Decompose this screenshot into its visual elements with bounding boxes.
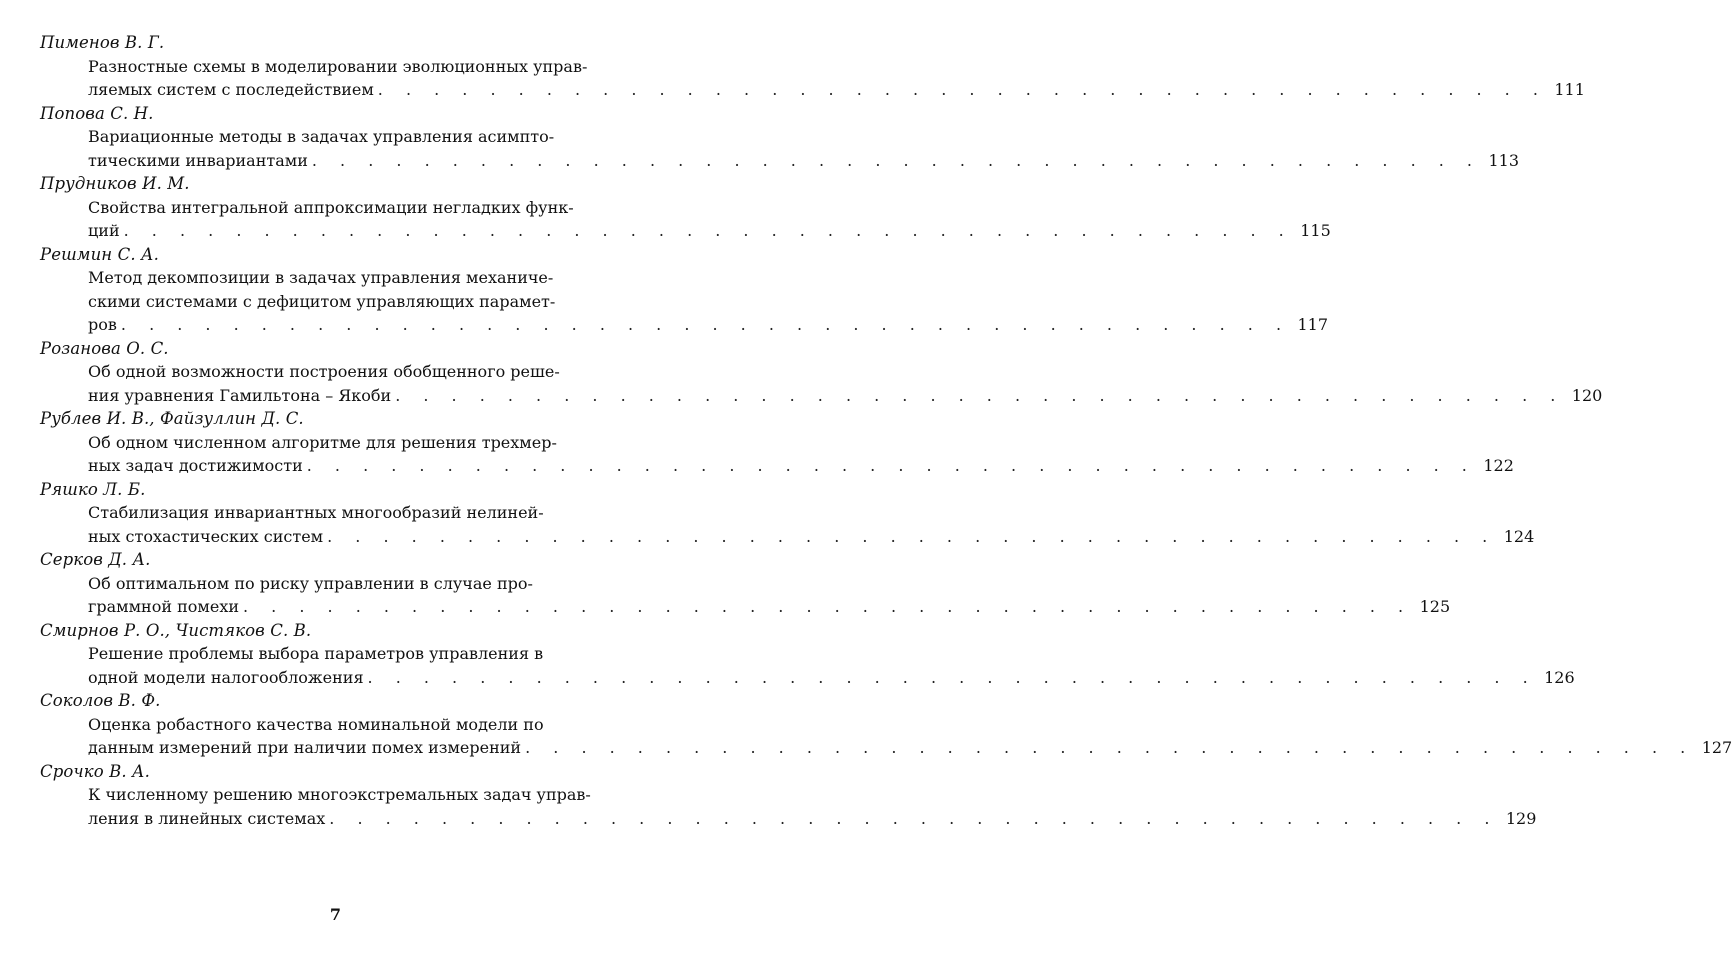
table-of-contents — [40, 31, 1732, 830]
toc-entry — [40, 760, 1537, 831]
toc-entry-title-line: Стабилизация инвариантных многообразий нелиней- — [88, 503, 544, 522]
toc-entry-title — [88, 572, 1451, 619]
toc-entry-title-line: Об оптимальном по риску управлении в случае про- — [88, 573, 533, 593]
toc-entry-author: Решмин С. А. — [40, 244, 159, 264]
toc-entry-author: Прудников И. М. — [40, 174, 190, 193]
toc-entry-title-line: данным измерений при наличии помех измерений — [88, 738, 522, 757]
toc-entry — [40, 337, 1603, 408]
toc-entry-title-line: Метод декомпозиции в задачах управления механиче- — [88, 268, 554, 287]
toc-entry-author: Ряшко Л. Б. — [40, 479, 146, 499]
toc-entry-title-line: Об одной возможности построения обобщенного реше- — [88, 362, 560, 381]
toc-entry — [40, 31, 1585, 102]
toc-entry-title-line: ных задач достижимости — [88, 456, 303, 475]
toc-entry-title — [88, 125, 1520, 172]
toc-entry — [40, 689, 1732, 760]
dot-leader: . . . . . . . . . . . . . . . . . . . . . . . . . . . . . . . . . . . . . . . . . . — [243, 597, 1413, 616]
toc-entry-page: 111 — [1554, 80, 1585, 99]
toc-entry-page: 117 — [1297, 315, 1329, 334]
toc-entry-title-line: ров — [88, 315, 117, 334]
dot-leader: . . . . . . . . . . . . . . . . . . . . . . . . . . . . . . . . . . . . . . . . . . — [377, 80, 1547, 99]
toc-entry-author: Пименов В. Г. — [40, 33, 165, 52]
toc-entry-page: 126 — [1544, 667, 1575, 687]
toc-entry — [40, 478, 1535, 549]
toc-entry — [40, 407, 1514, 478]
toc-entry — [40, 243, 1329, 337]
toc-entry-last-line — [88, 78, 1585, 102]
toc-entry-author: Серков Д. А. — [40, 550, 151, 569]
toc-entry-title — [88, 783, 1537, 830]
toc-entry-author: Соколов В. Ф. — [40, 691, 161, 710]
toc-entry-page: 124 — [1503, 526, 1535, 546]
toc-entry-title-line: граммной помехи — [88, 597, 239, 616]
dot-leader: . . . . . . . . . . . . . . . . . . . . . . . . . . . . . . . . . . . . . . . . . . — [123, 221, 1293, 240]
toc-entry — [40, 548, 1451, 619]
toc-entry-last-line — [88, 807, 1537, 831]
toc-entry-last-line — [88, 454, 1514, 478]
toc-entry-title — [88, 431, 1514, 478]
dot-leader: . . . . . . . . . . . . . . . . . . . . . . . . . . . . . . . . . . . . . . . . . . — [395, 385, 1565, 405]
toc-entry-author: Срочко В. А. — [40, 761, 150, 781]
dot-leader: . . . . . . . . . . . . . . . . . . . . . . . . . . . . . . . . . . . . . . . . . . — [367, 667, 1537, 687]
page-number: 7 — [329, 905, 342, 924]
toc-entry-title-line: ций — [88, 221, 120, 240]
toc-entry-author: Смирнов Р. О., Чистяков С. В. — [40, 620, 312, 640]
dot-leader: . . . . . . . . . . . . . . . . . . . . . . . . . . . . . . . . . . . . . . . . . . — [327, 526, 1497, 546]
toc-entry-title-line: Оценка робастного качества номинальной модели по — [88, 714, 544, 734]
toc-entry-title — [88, 713, 1732, 760]
toc-entry-last-line — [88, 384, 1603, 408]
dot-leader: . . . . . . . . . . . . . . . . . . . . . . . . . . . . . . . . . . . . . . . . . . — [525, 738, 1695, 757]
toc-entry-last-line — [88, 525, 1535, 549]
toc-entry-title — [88, 501, 1535, 548]
toc-entry-title-line: К численному решению многоэкстремальных задач управ- — [88, 785, 591, 804]
toc-entry-author: Рублев И. В., Файзуллин Д. С. — [40, 409, 304, 428]
toc-entry-last-line — [88, 149, 1520, 173]
toc-entry-title — [88, 196, 1331, 243]
toc-entry-title-line: Решение проблемы выбора параметров управления в — [88, 644, 544, 663]
toc-entry — [40, 102, 1520, 173]
toc-entry-title — [88, 266, 1329, 337]
toc-entry-title-line: тическими инвариантами — [88, 150, 308, 170]
dot-leader: . . . . . . . . . . . . . . . . . . . . . . . . . . . . . . . . . . . . . . . . . . — [306, 456, 1476, 475]
toc-entry-page: 129 — [1505, 808, 1537, 828]
dot-leader: . . . . . . . . . . . . . . . . . . . . . . . . . . . . . . . . . . . . . . . . . . — [311, 150, 1482, 170]
toc-entry-page: 120 — [1571, 385, 1603, 405]
toc-entry-title-line: одной модели налогообложения — [88, 667, 364, 687]
toc-entry-page: 122 — [1483, 456, 1514, 475]
toc-entry-last-line — [88, 595, 1451, 619]
toc-entry-author: Попова С. Н. — [40, 103, 154, 123]
toc-entry-last-line — [88, 666, 1575, 690]
toc-entry-title — [88, 55, 1585, 102]
toc-entry-title-line: ления в линейных системах — [88, 808, 326, 828]
toc-entry-page: 115 — [1300, 221, 1331, 240]
toc-entry-title-line: ляемых систем с последействием — [88, 80, 374, 99]
toc-entry-title-line: Об одном численном алгоритме для решения трехмер- — [88, 432, 557, 452]
dot-leader: . . . . . . . . . . . . . . . . . . . . . . . . . . . . . . . . . . . . . . . . . . — [329, 808, 1499, 828]
dot-leader: . . . . . . . . . . . . . . . . . . . . . . . . . . . . . . . . . . . . . . . . . . — [120, 315, 1291, 334]
toc-entry — [40, 172, 1331, 243]
toc-entry-page: 113 — [1488, 150, 1520, 170]
toc-entry-title-line: скими системами с дефицитом управляющих парамет- — [88, 291, 556, 311]
toc-entry-title-line: ных стохастических систем — [88, 526, 324, 546]
toc-entry-last-line — [88, 736, 1732, 760]
toc-entry-title — [88, 360, 1603, 407]
toc-entry-last-line — [88, 219, 1331, 243]
toc-entry-title-line: ния уравнения Гамильтона – Якоби — [88, 385, 392, 405]
toc-entry-page: 127 — [1701, 738, 1732, 757]
toc-entry-last-line — [88, 313, 1329, 337]
toc-entry-title — [88, 642, 1575, 689]
toc-entry-title-line: Разностные схемы в моделировании эволюционных управ- — [88, 56, 588, 76]
toc-entry — [40, 619, 1575, 690]
toc-entry-title-line: Свойства интегральной аппроксимации негладких функ- — [88, 197, 574, 217]
toc-entry-title-line: Вариационные методы в задачах управления асимпто- — [88, 127, 555, 146]
toc-entry-page: 125 — [1419, 597, 1451, 616]
toc-entry-author: Розанова О. С. — [40, 338, 169, 358]
